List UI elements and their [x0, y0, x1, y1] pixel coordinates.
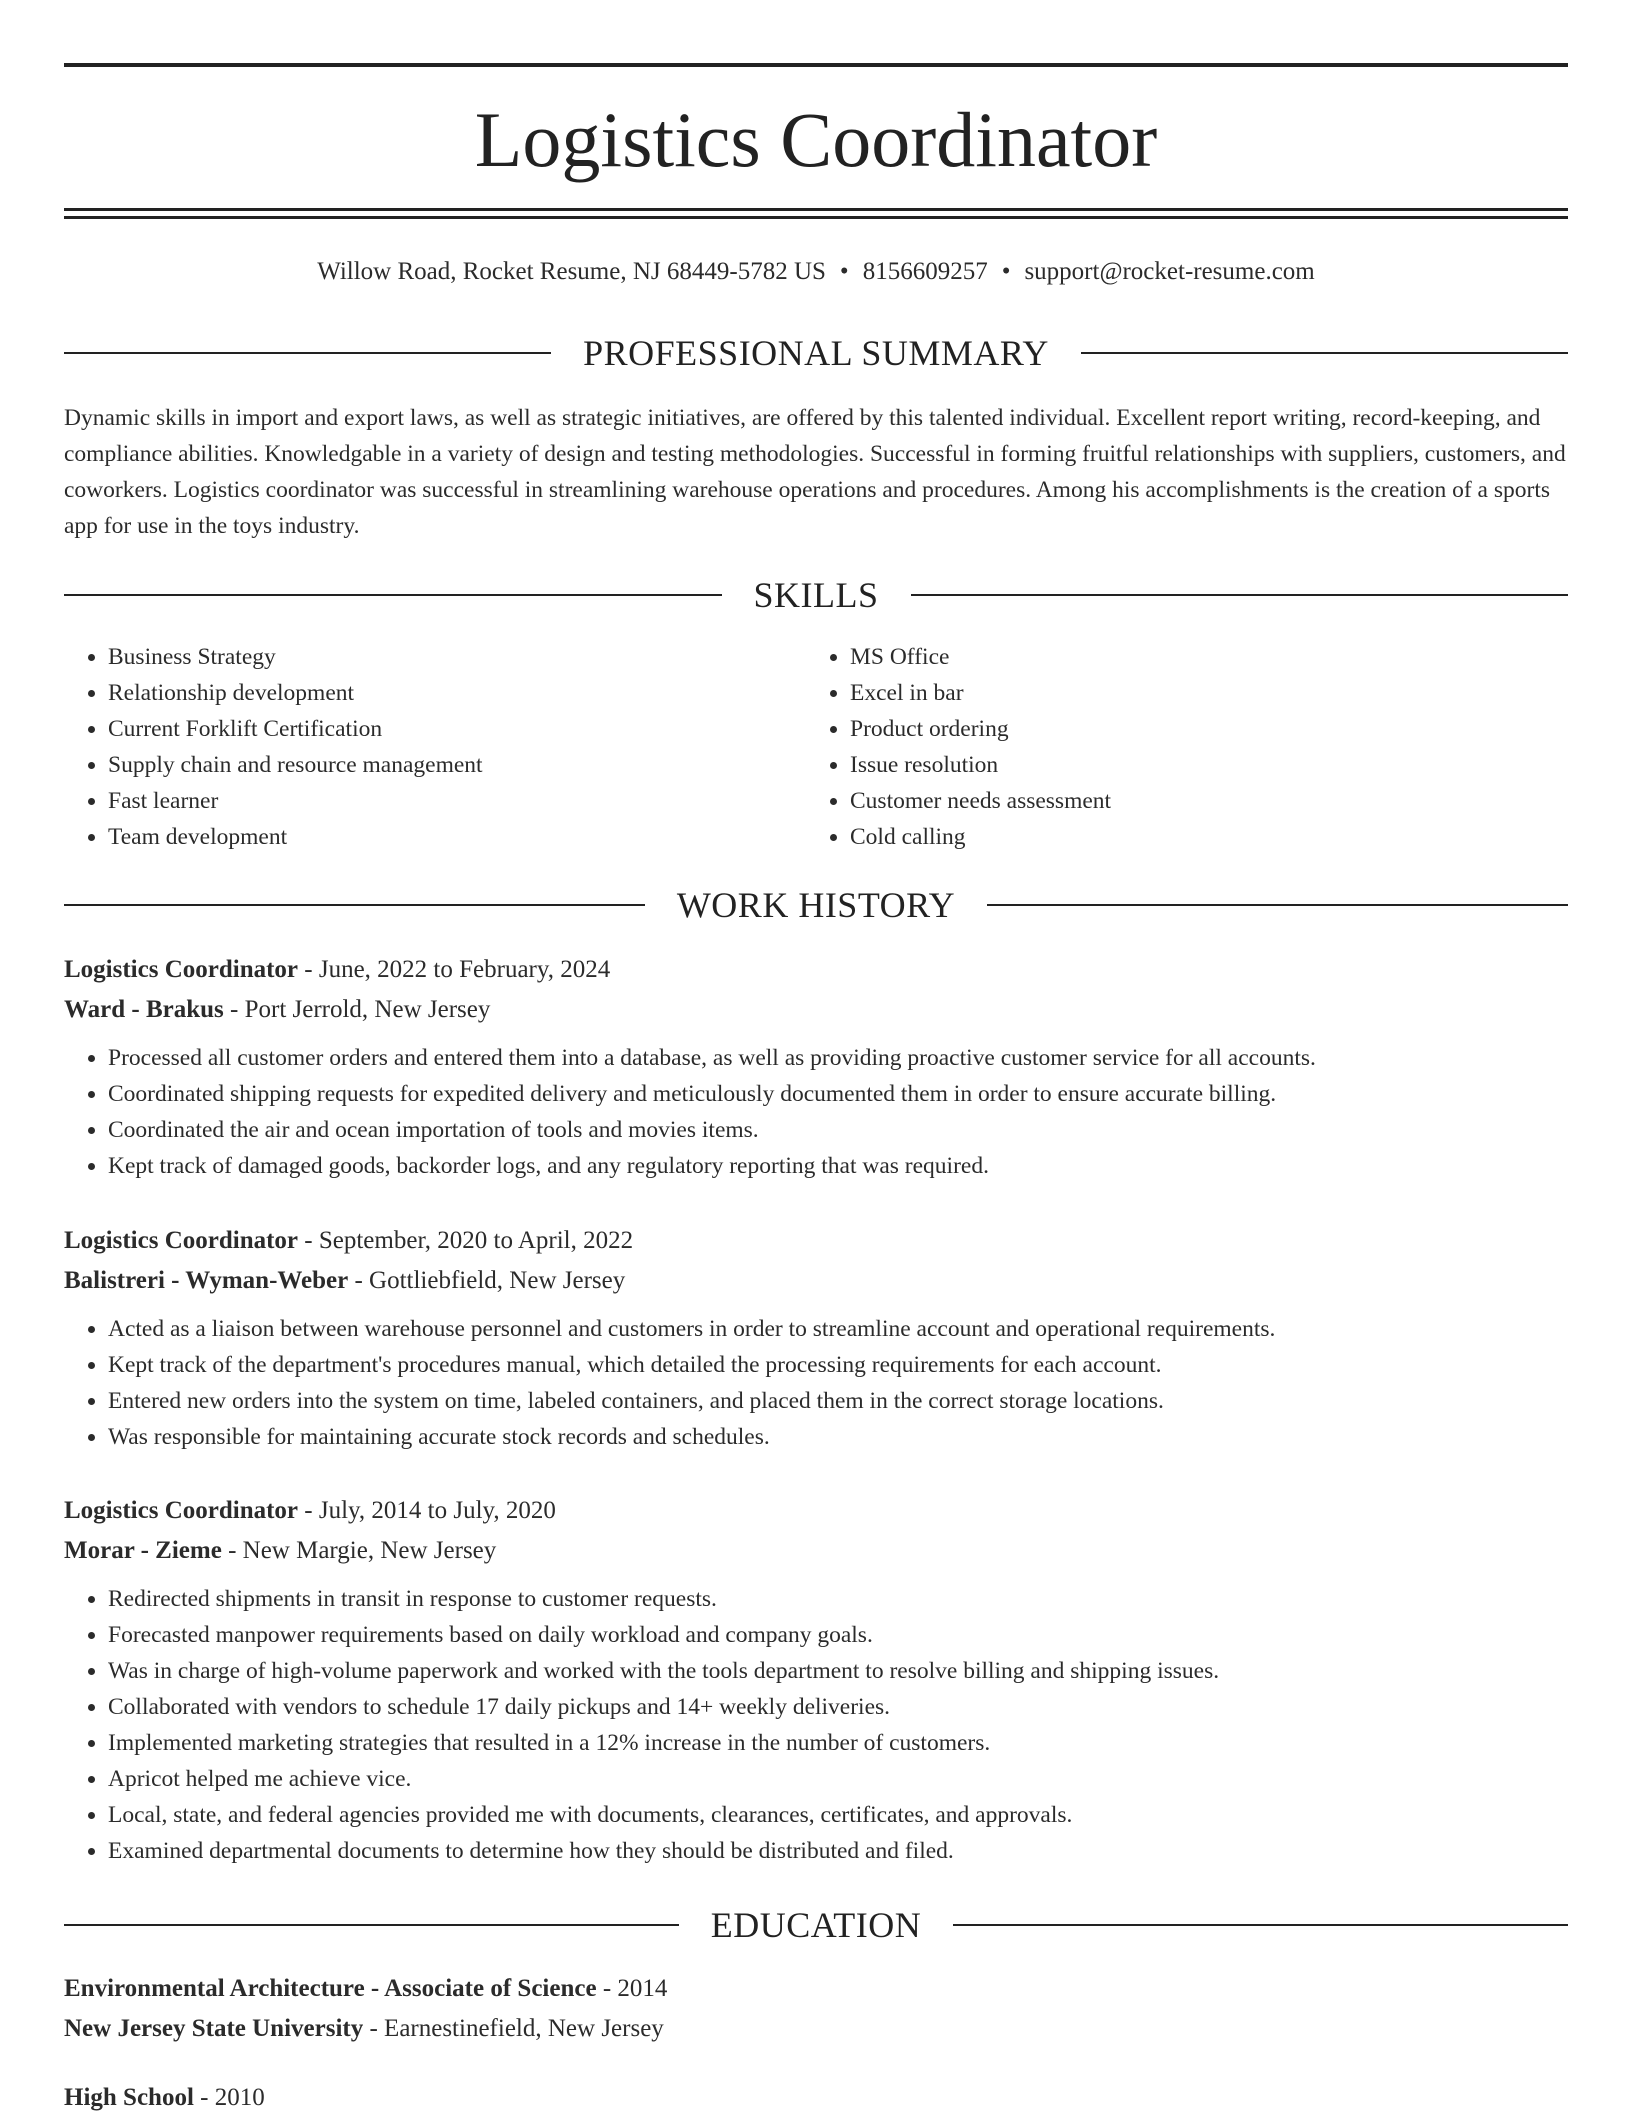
skill-item: • Relationship development	[108, 675, 804, 711]
skills-list-left	[64, 639, 804, 855]
section-heading-education	[64, 1903, 1568, 1947]
contact-email: support@rocket-resume.com	[1024, 258, 1315, 285]
contact-separator: •	[1001, 258, 1011, 285]
job-title: Logistics Coordinator	[64, 1497, 299, 1524]
section-heading-skills	[64, 573, 1568, 617]
job-location: - New Margie, New Jersey	[221, 1537, 497, 1564]
skill-item: • Current Forklift Certification	[108, 711, 804, 747]
job-company: Balistreri - Wyman-Weber	[64, 1267, 349, 1294]
education-degree-line	[64, 2078, 1568, 2118]
skill-item: • Cold calling	[850, 819, 1546, 855]
skill-item: • Fast learner	[108, 783, 804, 819]
job-entry	[64, 1221, 1568, 1455]
skills-column-left	[64, 639, 804, 855]
resume-title: Logistics Coordinator	[474, 96, 1158, 183]
section-title: SKILLS	[753, 575, 879, 615]
job-title-line	[64, 1221, 1568, 1261]
section-title: WORK HISTORY	[676, 885, 956, 925]
skill-item: • Team development	[108, 819, 804, 855]
job-bullet: • Coordinated shipping requests for expedited delivery and meticulously documented them in order to ensure accurate billing.	[108, 1076, 1568, 1112]
section-title: EDUCATION	[710, 1905, 922, 1945]
job-bullet: • Local, state, and federal agencies provided me with documents, clearances, certificates, and approvals.	[108, 1797, 1568, 1833]
title-rule-upper	[64, 208, 1568, 211]
job-bullet: • Examined departmental documents to determine how they should be distributed and filed.	[108, 1833, 1568, 1869]
job-company-line	[64, 1261, 1568, 1301]
section-rule-right	[911, 594, 1569, 596]
job-dates: - July, 2014 to July, 2020	[298, 1497, 556, 1524]
education-entry	[64, 1969, 1568, 2049]
job-company: Ward - Brakus	[64, 996, 224, 1023]
job-bullet: • Entered new orders into the system on time, labeled containers, and placed them in the correct storage locations.	[108, 1383, 1568, 1419]
education-location: - Earnestinefield, New Jersey	[363, 2015, 664, 2042]
contact-address: Willow Road, Rocket Resume, NJ 68449-5782 US	[317, 258, 826, 285]
education-year: - 2014	[596, 1975, 668, 2002]
job-bullet: • Collaborated with vendors to schedule 17 daily pickups and 14+ weekly deliveries.	[108, 1689, 1568, 1725]
skills-column-right	[806, 639, 1546, 855]
skills-list-right	[806, 639, 1546, 855]
education-degree: High School	[64, 2084, 194, 2111]
job-bullet: • Kept track of damaged goods, backorder logs, and any regulatory reporting that was required.	[108, 1148, 1568, 1184]
section-title: PROFESSIONAL SUMMARY	[583, 333, 1049, 373]
job-bullets	[64, 1581, 1568, 1869]
skill-item: • Product ordering	[850, 711, 1546, 747]
job-title: Logistics Coordinator	[64, 1227, 299, 1254]
top-rule	[64, 63, 1568, 67]
education-degree: Environmental Architecture - Associate of Science	[64, 1975, 597, 2002]
education-school-line	[64, 2009, 1568, 2049]
contact-line	[64, 254, 1568, 290]
skill-item: • Issue resolution	[850, 747, 1546, 783]
education-school: New Jersey State University	[64, 2015, 364, 2042]
education-degree-line	[64, 1969, 1568, 2009]
job-dates: - June, 2022 to February, 2024	[298, 956, 611, 983]
job-company-line	[64, 990, 1568, 1030]
section-rule-left	[64, 1924, 679, 1926]
section-rule-left	[64, 904, 645, 906]
job-bullet: • Implemented marketing strategies that resulted in a 12% increase in the number of customers.	[108, 1725, 1568, 1761]
job-entry	[64, 950, 1568, 1184]
section-rule-left	[64, 352, 551, 354]
job-location: - Gottliebfield, New Jersey	[348, 1267, 626, 1294]
education-year: - 2010	[193, 2084, 265, 2111]
job-bullet: • Apricot helped me achieve vice.	[108, 1761, 1568, 1797]
job-bullet: • Coordinated the air and ocean importation of tools and movies items.	[108, 1112, 1568, 1148]
job-company: Morar - Zieme	[64, 1537, 222, 1564]
section-heading-work	[64, 883, 1568, 927]
skill-item: • MS Office	[850, 639, 1546, 675]
job-company-line	[64, 1531, 1568, 1571]
skill-item: • Supply chain and resource management	[108, 747, 804, 783]
section-heading-summary	[64, 331, 1568, 375]
job-dates: - September, 2020 to April, 2022	[298, 1227, 634, 1254]
job-title-line	[64, 950, 1568, 990]
contact-separator: •	[839, 258, 849, 285]
job-bullet: • Was responsible for maintaining accurate stock records and schedules.	[108, 1419, 1568, 1455]
job-title-line	[64, 1491, 1568, 1531]
section-rule-right	[987, 904, 1568, 906]
job-bullet: • Redirected shipments in transit in response to customer requests.	[108, 1581, 1568, 1617]
job-location: - Port Jerrold, New Jersey	[223, 996, 491, 1023]
section-rule-left	[64, 594, 722, 596]
job-bullet: • Processed all customer orders and entered them into a database, as well as providing proactive customer service for all accounts.	[108, 1040, 1568, 1076]
job-bullets	[64, 1311, 1568, 1455]
skill-item: • Excel in bar	[850, 675, 1546, 711]
skill-item: • Business Strategy	[108, 639, 804, 675]
contact-phone: 8156609257	[862, 258, 988, 285]
job-bullet: • Kept track of the department's procedures manual, which detailed the processing requirements for each account.	[108, 1347, 1568, 1383]
job-bullet: • Acted as a liaison between warehouse personnel and customers in order to streamline account and operational requirements.	[108, 1311, 1568, 1347]
job-bullet: • Forecasted manpower requirements based on daily workload and company goals.	[108, 1617, 1568, 1653]
job-title: Logistics Coordinator	[64, 956, 299, 983]
section-rule-right	[1081, 352, 1568, 354]
title-rule-lower	[64, 216, 1568, 219]
section-rule-right	[953, 1924, 1568, 1926]
education-entry	[64, 2078, 1568, 2118]
job-bullet: • Was in charge of high-volume paperwork and worked with the tools department to resolve billing and shipping issues.	[108, 1653, 1568, 1689]
job-entry	[64, 1491, 1568, 1869]
skill-item: • Customer needs assessment	[850, 783, 1546, 819]
job-bullets	[64, 1040, 1568, 1184]
summary-text: Dynamic skills in import and export laws, as well as strategic initiatives, are offered by this talented individual. Excellent report writing, record-keeping, and compliance abilities. Knowledgable in a variety of design and testing methodologies. Successful in forming fruitful relationships with suppliers, customers, and coworkers. Logistics coordinator was successful in streamlining warehouse operations and procedures. Among his accomplishments is the creation of a sports app for use in the toys industry.	[64, 405, 1566, 539]
